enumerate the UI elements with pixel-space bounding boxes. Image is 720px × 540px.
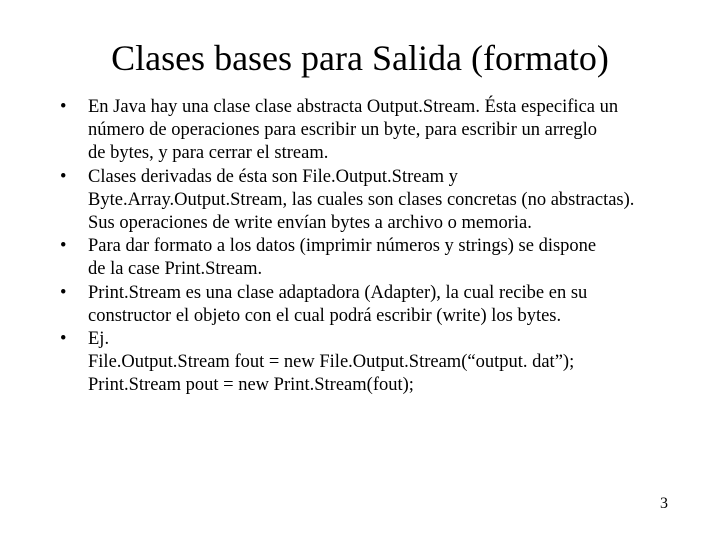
bullet-item [60, 166, 700, 236]
bullet-list [60, 96, 700, 398]
bullet-marker: • [60, 236, 67, 257]
bullet-line: de la case Print.Stream. [88, 259, 263, 280]
bullet-item [60, 282, 700, 328]
bullet-line: Sus operaciones de write envían bytes a archivo o memoria. [88, 213, 532, 234]
bullet-item [60, 235, 700, 281]
bullet-line: Clases derivadas de ésta son File.Output.Stream y [88, 166, 458, 187]
slide-title: Clases bases para Salida (formato) [111, 38, 609, 78]
bullet-line: Byte.Array.Output.Stream, las cuales son clases concretas (no abstractas). [88, 189, 635, 210]
bullet-item [60, 328, 700, 398]
bullet-line: constructor el objeto con el cual podrá escribir (write) los bytes. [88, 305, 562, 326]
bullet-line: En Java hay una clase clase abstracta Output.Stream. Ésta especifica un [88, 97, 619, 117]
bullet-line: de bytes, y para cerrar el stream. [88, 143, 329, 164]
bullet-line: Para dar formato a los datos (imprimir números y strings) se dispone [88, 236, 597, 257]
bullet-marker: • [60, 329, 67, 350]
code-line: File.Output.Stream fout = new File.Output.Stream(“output. dat”); [88, 352, 575, 373]
code-line: Print.Stream pout = new Print.Stream(fout); [88, 375, 414, 396]
bullet-marker: • [60, 282, 67, 303]
bullet-line: número de operaciones para escribir un byte, para escribir un arreglo [88, 120, 598, 141]
bullet-line: Print.Stream es una clase adaptadora (Adapter), la cual recibe en su [88, 282, 588, 303]
bullet-marker: • [60, 97, 67, 117]
page-number: 3 [660, 495, 668, 512]
bullet-item [60, 96, 700, 166]
bullet-marker: • [60, 166, 67, 187]
bullet-line: Ej. [88, 329, 110, 350]
